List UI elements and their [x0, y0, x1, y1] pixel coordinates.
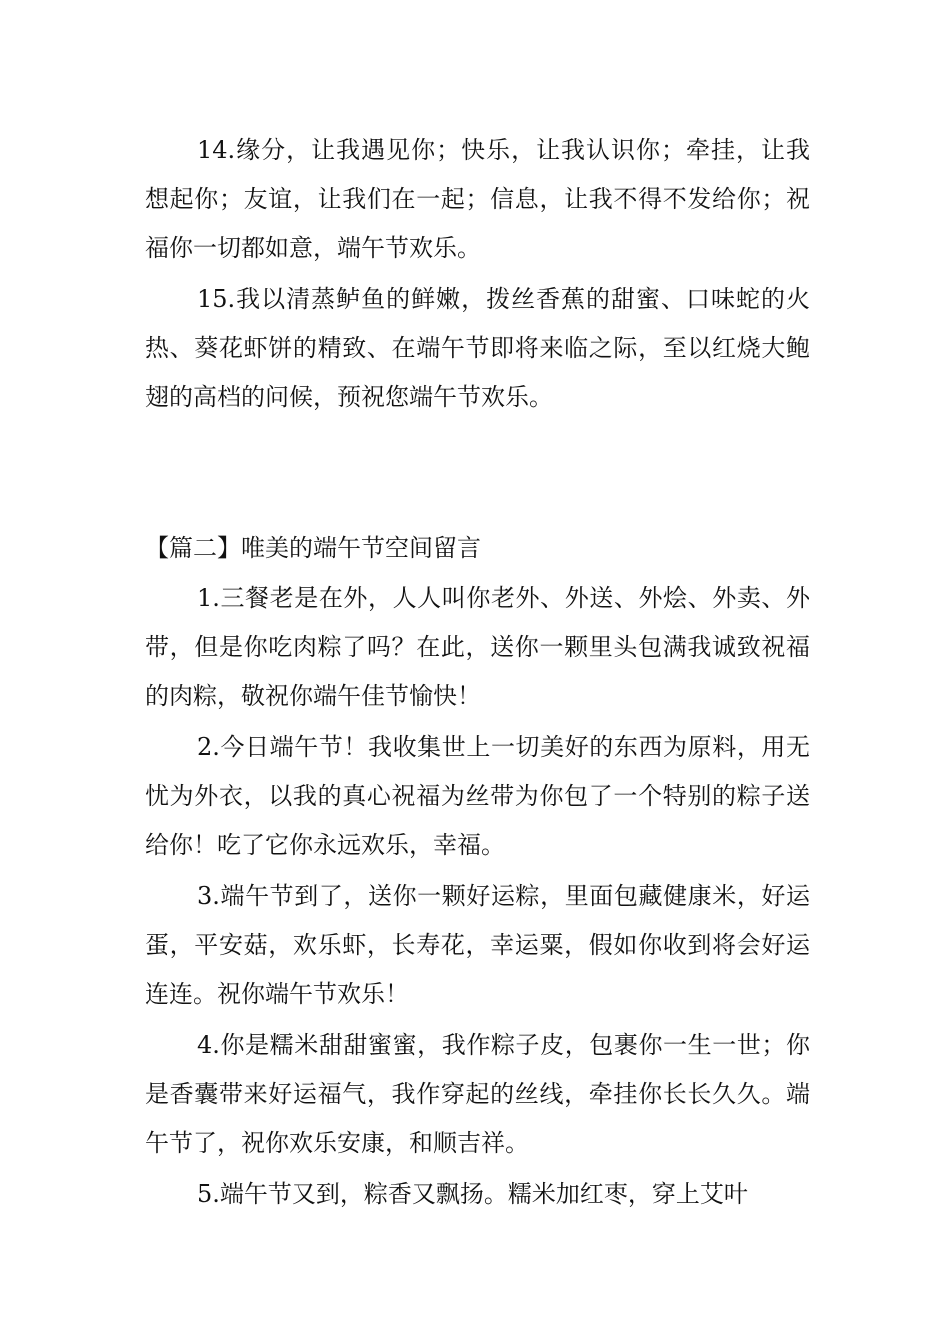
section-heading: 【篇二】唯美的端午节空间留言	[145, 534, 481, 562]
message-14: 14.缘分，让我遇见你；快乐，让我认识你；牵挂，让我想起你；友谊，让我们在一起；信息，让我不得不发给你；祝福你一切都如意，端午节欢乐。	[145, 136, 810, 262]
message-5: 5.端午节又到，粽香又飘扬。糯米加红枣，穿上艾叶	[197, 1180, 748, 1208]
message-3: 3.端午节到了，送你一颗好运粽，里面包藏健康米，好运蛋，平安菇，欢乐虾，长寿花，幸运粟，假如你收到将会好运连连。祝你端午节欢乐！	[145, 882, 810, 1008]
message-1: 1.三餐老是在外，人人叫你老外、外送、外烩、外卖、外带，但是你吃肉粽了吗？在此，送你一颗里头包满我诚致祝福的肉粽，敬祝你端午佳节愉快！	[145, 584, 810, 710]
message-2: 2.今日端午节！我收集世上一切美好的东西为原料，用无忧为外衣，以我的真心祝福为丝带为你包了一个特别的粽子送给你！吃了它你永远欢乐，幸福。	[145, 733, 810, 859]
message-15: 15.我以清蒸鲈鱼的鲜嫩，拨丝香蕉的甜蜜、口味蛇的火热、葵花虾饼的精致、在端午节即将来临之际，至以红烧大鲍翅的高档的问候，预祝您端午节欢乐。	[145, 285, 810, 411]
message-4: 4.你是糯米甜甜蜜蜜，我作粽子皮，包裹你一生一世；你是香囊带来好运福气，我作穿起的丝线，牵挂你长长久久。端午节了，祝你欢乐安康，和顺吉祥。	[145, 1031, 810, 1157]
